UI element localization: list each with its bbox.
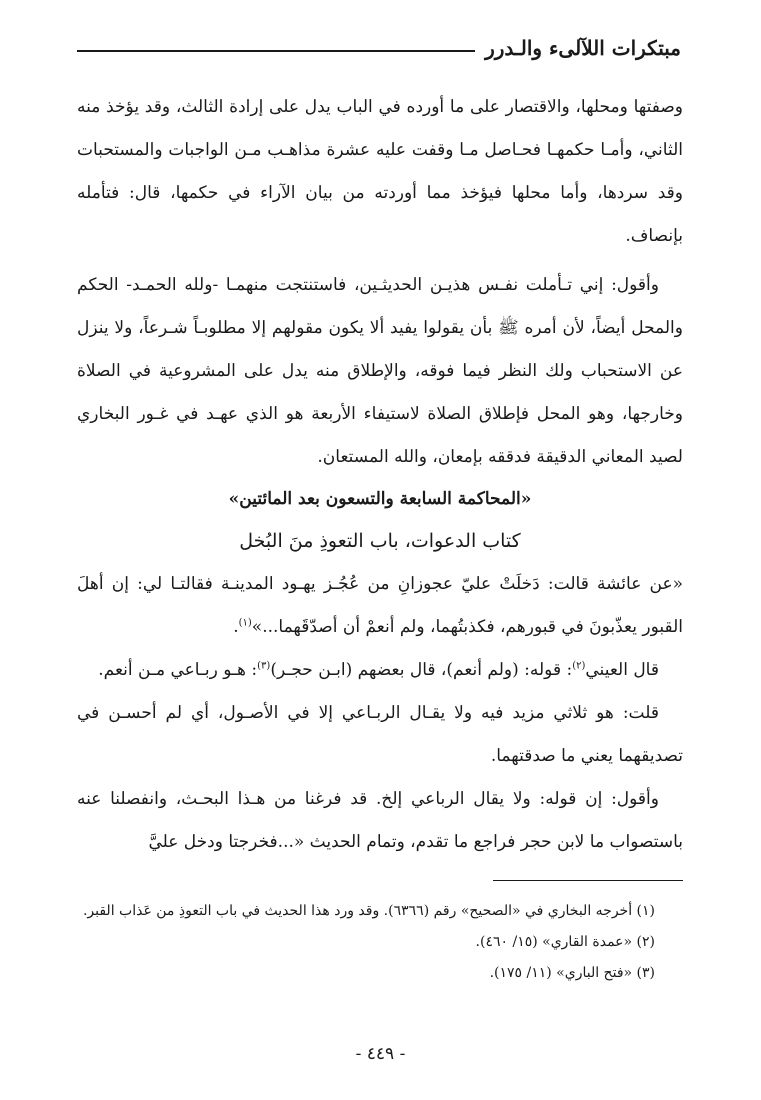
running-header [77,28,681,68]
aqul-paragraph: وأقول: إن قوله: ولا يقال الرباعي إلخ. قد فرغنا من هـذا البحـث، وانفصلنا عنه باستصواب ما لابن حجر فراجع ما تقدم، وتمام الحديث «...فخرجتا ودخل عليَّ [77,789,683,852]
hadith-text: «عن عائشة قالت: دَخلَتْ عليّ عجوزانِ من عُجُـز يهـود المدينـة فقالتـا لي: إن أهلَ القبور يعذّبونَ في قبورهم، فكذبتُهما، ولم أنعمْ أن أصدّقَهما...» [77,574,683,637]
aini-part-1: قال العيني [585,660,659,680]
paragraph-1: وصفتها ومحلها، والاقتصار على ما أورده في الباب يدل على إرادة الثالث، وقد يؤخذ منه الثاني، وأمـا حكمهـا فحـاصل مـا وقفت عليه عشرة مذاهـب مـن الواجبات والمستحبات وقد سردها، وأما محلها فيؤخذ مما أوردته من بيان الآراء في حكمها، قال: فتأمله بإنصاف. [77,97,683,246]
hadith-tail: . [233,617,239,637]
running-header-title: مبتكرات اللآلىء والـدرر [485,36,681,60]
aini-paragraph [77,649,683,692]
aini-part-3: : هـو ربـاعي مـن أنعم. [98,660,258,680]
page-number: - ٤٤٩ - [355,1044,406,1064]
chapter-title: كتاب الدعوات، باب التعوذِ منَ البُخل [239,530,521,552]
hadith-paragraph [77,563,683,649]
section-heading: «المحاكمة السابعة والتسعون بعد المائتين» [228,489,532,509]
footnote-separator [493,880,683,881]
footnote-3: (٣) «فتح الباري» (١١/ ١٧٥). [489,965,655,981]
footnote-2: (٢) «عمدة القاري» (١٥/ ٤٦٠). [475,934,655,950]
paragraph-2: وأقول: إني تـأملت نفـس هذيـن الحديثـين، فاستنتجت منهمـا -ولله الحمـد- الحكم والمحل أيضاً، لأن أمره ﷺ بأن يقولوا يفيد ألا يكون مقولهم إلا مطلوبـاً شـرعاً، ولا ينزل عن الاستحباب ولك النظر فيما فوقه، والإطلاق منه يدل على المشروعية في الصلاة وخارجها، وهو المحل فإطلاق الصلاة لاستيفاء الأربعة هو الذي عهـد في غـور البخاري لصيد المعاني الدقيقة فدققه بإمعان، والله المستعان. [77,275,683,467]
footnote-ref-1: (١) [238,617,252,629]
header-rule [77,50,475,52]
body-text [77,86,683,864]
footnotes [77,896,683,989]
aini-part-2: : قوله: (ولم أنعم)، قال بعضهم (ابـن حجـر) [270,660,573,680]
qult-paragraph: قلت: هو ثلاثي مزيد فيه ولا يقـال الربـاعي إلا في الأصـول، أي لم أحسـن في تصديقهما يعني ما صدقتهما. [77,703,683,766]
footnote-ref-3: (٣) [257,660,271,672]
footnote-ref-2: (٢) [572,660,586,672]
footnote-1: (١) أخرجه البخاري في «الصحيح» رقم (٦٣٦٦). وقد ورد هذا الحديث في باب التعوذِ من عَذاب القبر. [82,903,655,919]
